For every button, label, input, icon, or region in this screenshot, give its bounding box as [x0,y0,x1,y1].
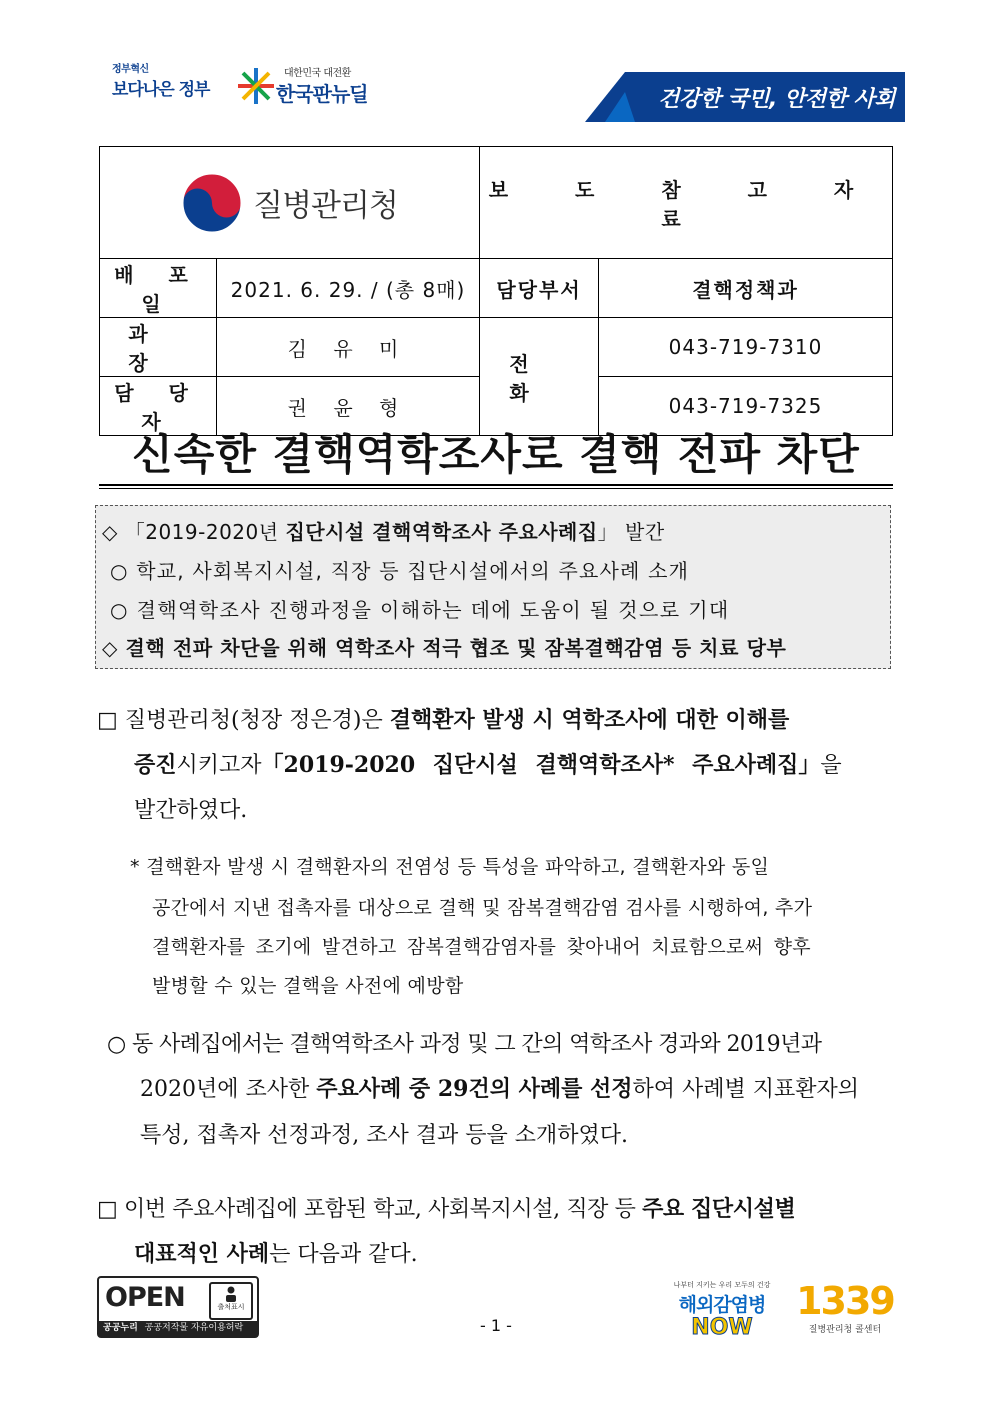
headline: 신속한 결핵역학조사로 결핵 전파 차단 [132,430,860,479]
headline-rule-thick [99,484,893,486]
p1-line-2 [134,748,842,779]
summary-line-1-bold: 집단시설 결핵역학조사 주요사례집 [285,520,598,544]
ncov-top-text: 나부터 지키는 우리 모두의 건강 [673,1281,771,1289]
p2-line-1: ○ 동 사례집에서는 결핵역학조사 과정 및 그 간의 역학조사 경과와 2019년과 [107,1032,822,1057]
page-number: - 1 - [480,1316,512,1335]
call-number: 1339 [796,1279,894,1323]
gov-innovation-logo [112,60,222,110]
ncov-main-text: 해외감염병 [678,1294,766,1316]
p3-line-2-bold: 대표적인 사례 [134,1241,270,1267]
slogan-band [585,72,905,122]
value-director: 김 유 미 [217,318,480,377]
note-line-1: * 결핵환자 발생 시 결핵환자의 전염성 등 특성을 파악하고, 결핵환자와 동일 [130,856,770,878]
value-department: 결핵정책과 [599,259,893,318]
gov-logo-big-text: 보다나은 정부 [112,80,210,100]
label-director: 과 장 [100,318,217,377]
newdeal-small-text: 대한민국 대전환 [284,68,351,79]
p1-line-2-bold: 「2019-2020 집단시설 결핵역학조사* 주요사례집」 [261,752,821,778]
value-phone-director: 043-719-7310 [599,318,893,377]
p3-line-1 [97,1192,795,1223]
p1-line-1 [97,703,789,734]
newdeal-logo [236,60,376,110]
p2-line-2-bold: 주요사례 중 29건의 사례를 선정 [316,1076,633,1102]
p3-line-2-b: 는 다음과 같다. [269,1242,418,1267]
call-center-1339-logo [790,1280,900,1340]
p2-line-2-a: 2020년에 조사한 [140,1077,317,1102]
open-sub: 공공누리 [103,1323,138,1333]
kdca-logo-cell [100,147,480,259]
call-sub-text: 질병관리청 콜센터 [808,1325,882,1335]
person-icon [224,1286,238,1302]
doc-type-title: 보 도 참 고 자 료 [480,147,893,259]
note-line-3: 결핵환자를 조기에 발견하고 잠복결핵감염자를 찾아내어 치료함으로써 향후 [152,936,811,958]
label-department: 담당부서 [480,259,599,318]
press-info-table [99,146,893,436]
p1-line-3: 발간하였다. [134,798,248,823]
label-release-date: 배 포 일 [100,259,217,318]
summary-line-1 [102,516,665,545]
note-line-2: 공간에서 지낸 접촉자를 대상으로 결핵 및 잠복결핵감염 검사를 시행하여, 추가 [152,897,813,919]
summary-line-2: ○ 학교, 사회복지시설, 직장 등 집단시설에서의 주요사례 소개 [110,559,690,583]
summary-box [95,505,891,669]
summary-line-1-a: ◇ 「2019-2020년 [102,520,286,544]
note-line-4: 발병할 수 있는 결핵을 사전에 예방함 [152,975,464,997]
overseas-disease-now-logo [672,1280,772,1340]
attribution-badge-text: 출처표시 [217,1303,245,1311]
p2-line-2-c: 하여 사례별 지표환자의 [632,1077,860,1102]
summary-line-4: ◇ 결핵 전파 차단을 위해 역학조사 적극 협조 및 잠복결핵감염 등 치료 당부 [102,636,787,660]
p3-line-2 [134,1237,418,1268]
kdca-org-name: 질병관리청 [253,188,398,224]
p3-line-1-a: □ 이번 주요사례집에 포함된 학교, 사회복지시설, 직장 등 [97,1197,643,1222]
ncov-now-text: NOW [691,1315,753,1340]
value-phone-officer: 043-719-7325 [599,377,893,436]
p2-line-3: 특성, 접촉자 선정과정, 조사 결과 등을 소개하였다. [140,1123,628,1148]
newdeal-star-icon [236,66,276,106]
open-desc: 공공저작물 자유이용허락 [144,1323,244,1333]
summary-line-3: ○ 결핵역학조사 진행과정을 이해하는 데에 도움이 될 것으로 기대 [110,598,730,622]
value-officer: 권 윤 형 [217,377,480,436]
value-release-date: 2021. 6. 29. / (총 8매) [217,259,480,318]
summary-line-1-c: 」 발간 [597,520,665,544]
label-phone: 전 화 [480,318,599,436]
p1-line-2-d: 을 [820,753,842,778]
open-word: OPEN [105,1282,185,1313]
p3-line-1-bold: 주요 집단시설별 [642,1196,796,1222]
p1-line-2-a: 증진 [134,752,177,778]
gov-logo-small-text: 정부혁신 [112,64,149,75]
p1-line-1-bold: 결핵환자 발생 시 역학조사에 대한 이해를 [389,707,790,733]
attribution-badge [209,1282,253,1320]
p2-line-2 [140,1072,859,1103]
label-officer: 담 당 자 [100,377,217,436]
p1-line-1-a: □ 질병관리청(청장 정은경)은 [97,708,390,733]
slogan-text: 건강한 국민, 안전한 사회 [658,87,895,112]
kdca-emblem-icon [181,172,243,234]
p1-line-2-b: 시키고자 [176,753,262,778]
newdeal-big-text: 한국판뉴딜 [276,82,368,106]
headline-rule-thin [99,488,893,489]
